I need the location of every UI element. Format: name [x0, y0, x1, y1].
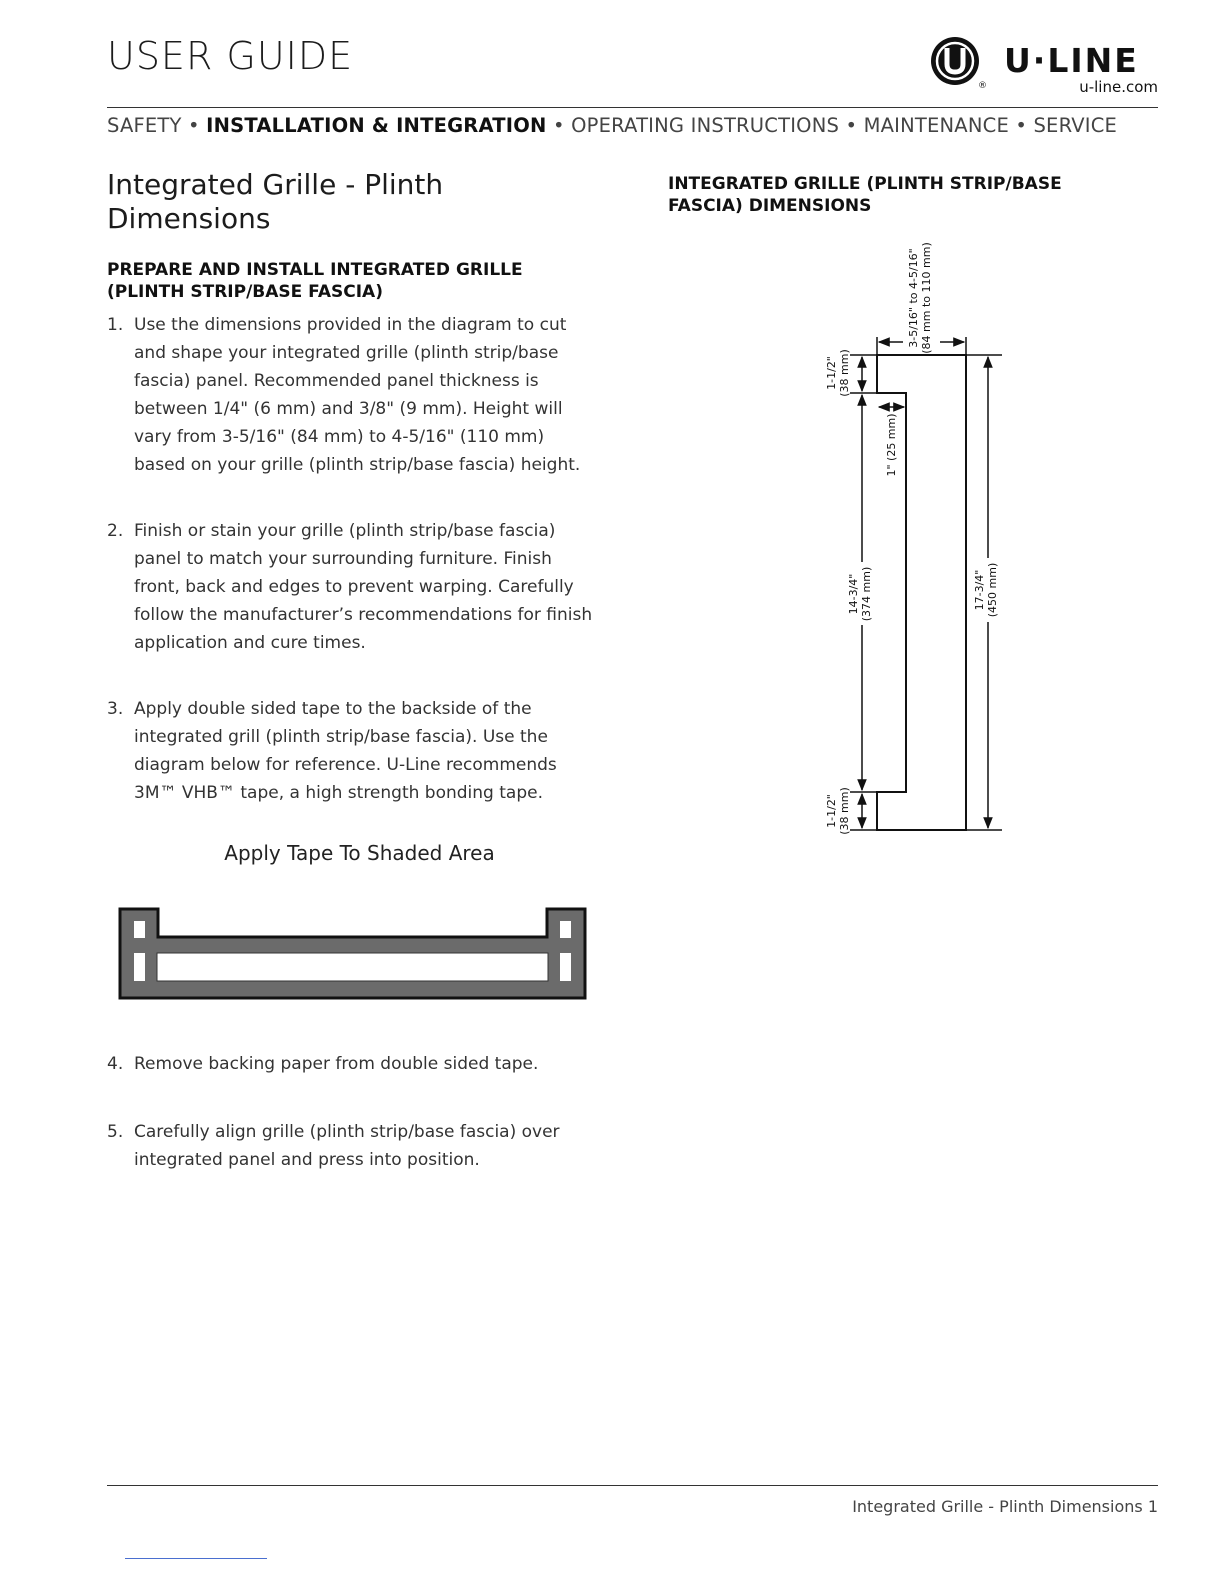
nav-item-operating-instructions[interactable]: OPERATING INSTRUCTIONS — [571, 114, 840, 137]
header-divider — [107, 107, 1158, 108]
top-tab-mm-label: (38 mm) — [838, 349, 851, 397]
step-1 — [107, 311, 597, 479]
document-title: USER GUIDE — [107, 34, 354, 78]
bottom-tab-label: 1-1/2" — [825, 794, 838, 828]
nav-item-service[interactable]: SERVICE — [1033, 114, 1118, 137]
untaped-gap — [134, 953, 145, 981]
untaped-gap — [560, 921, 571, 938]
prepare-install-heading: PREPARE AND INSTALL INTEGRATED GRILLE (PLINTH STRIP/BASE FASCIA) — [107, 260, 523, 302]
height-range-mm-label: (84 mm to 110 mm) — [920, 242, 933, 354]
untaped-gap — [560, 953, 571, 981]
step-text: Apply double sided tape to the backside of the integrated grill (plinth strip/base fascia). Use the diagram below for reference. U-Line recommends 3M™ VHB™ tape, a high strength bonding tape. — [134, 699, 557, 803]
top-tab-label: 1-1/2" — [825, 356, 838, 390]
logo-wordmark: U·LINE — [1004, 41, 1139, 80]
footer-divider — [107, 1485, 1158, 1486]
step-3 — [107, 695, 597, 807]
inner-length-label: 14-3/4" — [847, 573, 860, 615]
page-title: Integrated Grille - Plinth Dimensions — [107, 168, 444, 235]
step-number: 1. — [107, 315, 124, 335]
nav-item-maintenance[interactable]: MAINTENANCE — [863, 114, 1009, 137]
nav-separator: • — [546, 114, 572, 137]
step-text: Carefully align grille (plinth strip/base fascia) over integrated panel and press into position. — [134, 1122, 560, 1170]
dimensions-heading: INTEGRATED GRILLE (PLINTH STRIP/BASE FASCIA) DIMENSIONS — [668, 174, 1062, 216]
nav-separator: • — [181, 114, 207, 137]
untaped-center — [157, 953, 548, 981]
inner-length-mm-label: (374 mm) — [860, 566, 873, 622]
nav-item-safety[interactable]: SAFETY — [107, 114, 182, 137]
tape-area-diagram — [117, 906, 589, 1002]
step-number: 5. — [107, 1122, 124, 1142]
step-number: 3. — [107, 699, 124, 719]
nav-separator: • — [1008, 114, 1034, 137]
nav-separator: • — [839, 114, 864, 137]
height-range-label: 3-5/16" to 4-5/16" — [907, 248, 920, 348]
step-number: 4. — [107, 1054, 124, 1074]
step-text: Use the dimensions provided in the diagram to cut and shape your integrated grille (plinth strip/base fascia) panel. Recommended panel thickness is between 1/4" (6 mm) and 3/8" (9 mm). Height will vary from 3-5/16" (84 mm) to 4-5/16" (110 mm) based on your grille (plinth strip/base fascia) height. — [134, 315, 581, 475]
overall-length-mm-label: (450 mm) — [986, 562, 999, 618]
bottom-tab-mm-label: (38 mm) — [838, 787, 851, 835]
registered-mark: ® — [978, 81, 987, 91]
step-4 — [107, 1050, 597, 1078]
tape-diagram-caption: Apply Tape To Shaded Area — [224, 841, 495, 865]
step-number: 2. — [107, 521, 124, 541]
footer-link-underline[interactable] — [125, 1558, 267, 1559]
step-text: Remove backing paper from double sided tape. — [134, 1054, 539, 1074]
footer-page-label: Integrated Grille - Plinth Dimensions 1 — [852, 1497, 1158, 1516]
step-text: Finish or stain your grille (plinth strip/base fascia) panel to match your surrounding furniture. Finish front, back and edges to prevent warping. Carefully follow the manufacturer’s recommendations for finish application and cure times. — [134, 521, 593, 653]
untaped-gap — [134, 921, 145, 938]
nav-item-installation-integration[interactable]: INSTALLATION & INTEGRATION — [206, 114, 547, 137]
website-url[interactable]: u-line.com — [1079, 78, 1158, 96]
overall-length-label: 17-3/4" — [973, 569, 986, 611]
section-nav — [107, 114, 1158, 137]
notch-depth-label: 1" (25 mm) — [885, 413, 898, 477]
step-5 — [107, 1118, 597, 1174]
grille-outline — [877, 355, 966, 830]
step-2 — [107, 517, 597, 657]
